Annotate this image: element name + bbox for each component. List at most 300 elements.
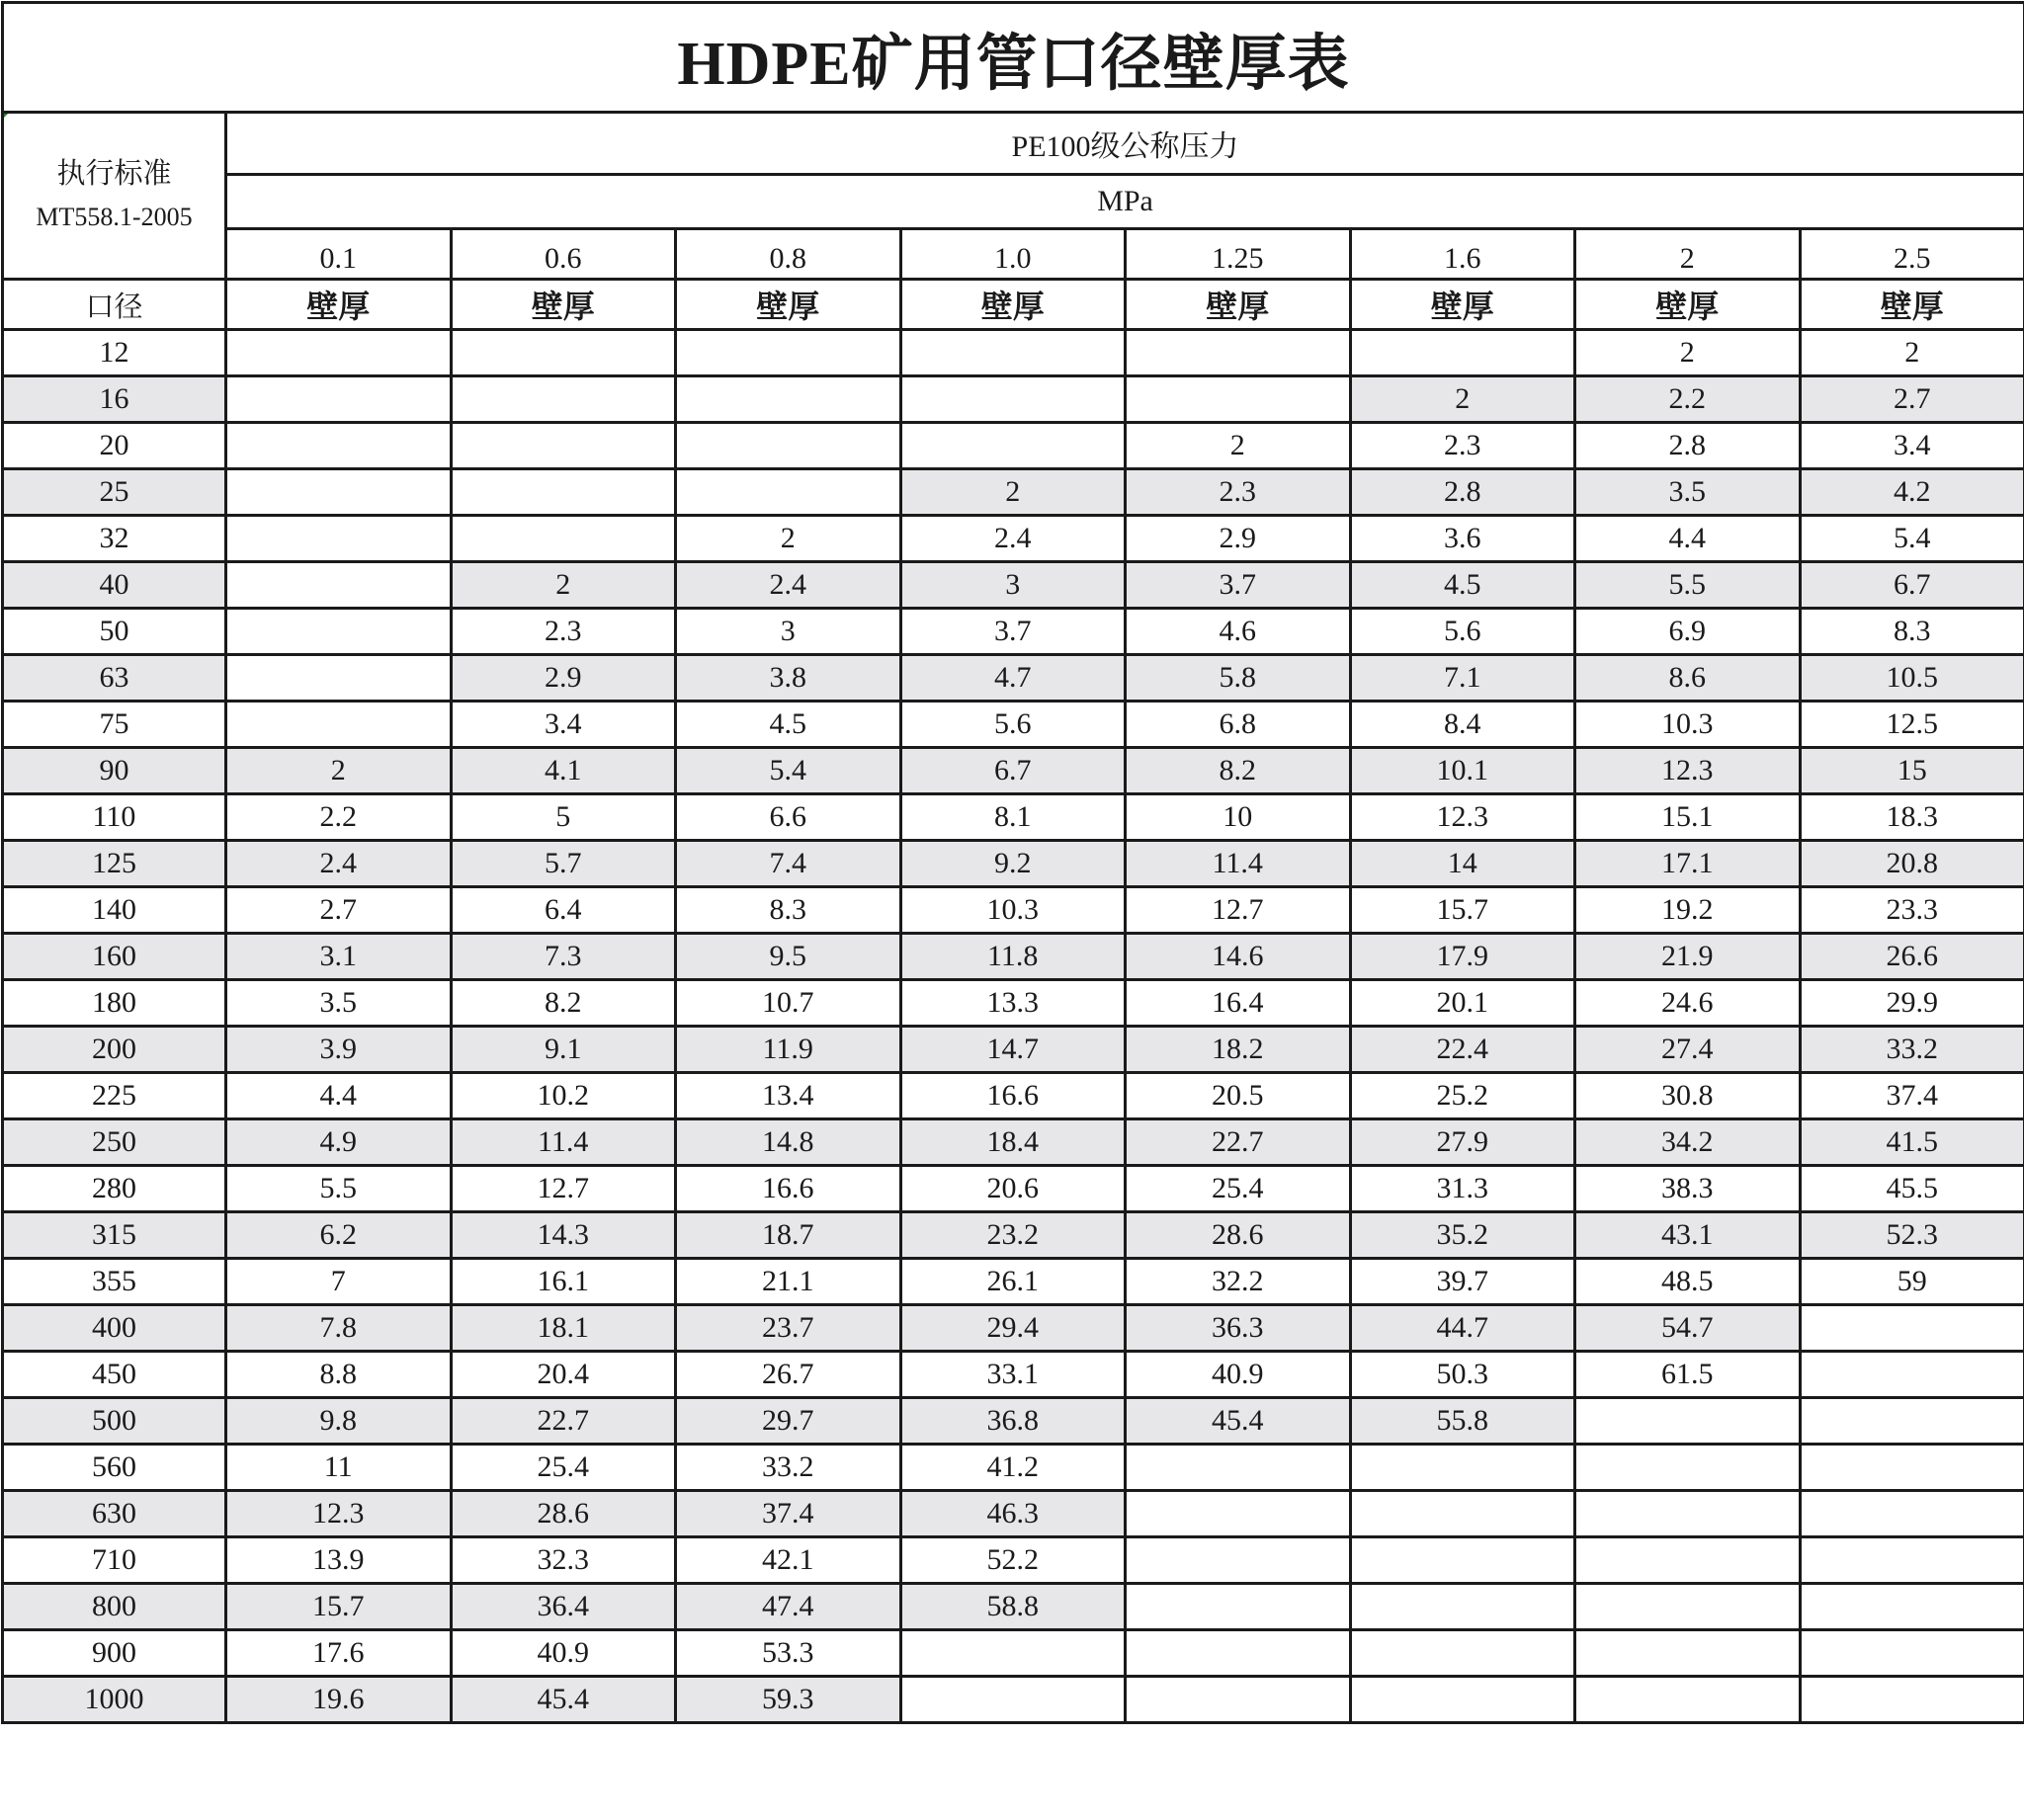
unit-row (3, 175, 2024, 229)
thickness-cell: 6.9 (1575, 609, 1801, 655)
thickness-cell: 11.8 (900, 934, 1126, 980)
diameter-cell: 250 (3, 1119, 226, 1166)
thickness-cell (226, 330, 452, 376)
thickness-cell: 5.6 (1350, 609, 1575, 655)
thickness-cell: 24.6 (1575, 980, 1801, 1027)
thickness-cell (226, 423, 452, 469)
thickness-cell: 40.9 (451, 1630, 676, 1677)
thickness-cell (1126, 1445, 1351, 1491)
thickness-cell (900, 1677, 1126, 1723)
thickness-cell: 22.7 (451, 1398, 676, 1445)
thickness-cell (226, 469, 452, 516)
thickness-cell (1126, 1584, 1351, 1630)
thickness-cell: 28.6 (1126, 1212, 1351, 1259)
thickness-cell: 21.1 (676, 1259, 901, 1305)
thickness-cell: 20.5 (1126, 1073, 1351, 1119)
thickness-cell: 46.3 (900, 1491, 1126, 1537)
thickness-cell: 41.2 (900, 1445, 1126, 1491)
thickness-cell: 2 (900, 469, 1126, 516)
diameter-cell: 800 (3, 1584, 226, 1630)
pressure-header-cell: 2.5 (1800, 229, 2024, 280)
thickness-cell: 2.3 (1350, 423, 1575, 469)
thickness-cell: 40.9 (1126, 1352, 1351, 1398)
diameter-cell: 75 (3, 702, 226, 748)
pressure-header-cell: 1.6 (1350, 229, 1575, 280)
thickness-cell (1350, 1445, 1575, 1491)
thickness-cell: 11.4 (1126, 841, 1351, 887)
thickness-cell: 6.8 (1126, 702, 1351, 748)
thickness-cell (1126, 1630, 1351, 1677)
thickness-cell: 4.7 (900, 655, 1126, 702)
thickness-cell: 14.7 (900, 1027, 1126, 1073)
diameter-cell: 400 (3, 1305, 226, 1352)
thickness-cell: 16.6 (676, 1166, 901, 1212)
thickness-cell: 16.6 (900, 1073, 1126, 1119)
thickness-cell: 33.2 (676, 1445, 901, 1491)
thickness-cell: 29.4 (900, 1305, 1126, 1352)
thickness-cell: 9.2 (900, 841, 1126, 887)
thickness-cell: 3 (676, 609, 901, 655)
thickness-cell (226, 655, 452, 702)
thickness-cell: 2.8 (1350, 469, 1575, 516)
thickness-cell: 3.9 (226, 1027, 452, 1073)
thickness-cell: 18.3 (1800, 794, 2024, 841)
thickness-cell (226, 516, 452, 562)
thickness-cell: 15.7 (1350, 887, 1575, 934)
thickness-cell: 28.6 (451, 1491, 676, 1537)
thickness-cell (900, 423, 1126, 469)
thickness-cell: 18.4 (900, 1119, 1126, 1166)
pressure-class-header: PE100级公称压力 (226, 113, 2024, 175)
thickness-cell: 2.4 (900, 516, 1126, 562)
thickness-cell: 2.4 (226, 841, 452, 887)
thickness-cell: 27.4 (1575, 1027, 1801, 1073)
thickness-cell: 27.9 (1350, 1119, 1575, 1166)
wall-thickness-header: 壁厚 (1800, 280, 2024, 330)
thickness-cell (1800, 1677, 2024, 1723)
thickness-cell: 43.1 (1575, 1212, 1801, 1259)
thickness-cell: 47.4 (676, 1584, 901, 1630)
thickness-cell: 52.3 (1800, 1212, 2024, 1259)
thickness-cell: 36.3 (1126, 1305, 1351, 1352)
thickness-cell: 50.3 (1350, 1352, 1575, 1398)
thickness-cell: 6.7 (900, 748, 1126, 794)
diameter-cell: 16 (3, 376, 226, 423)
diameter-cell: 200 (3, 1027, 226, 1073)
thickness-cell: 5.4 (676, 748, 901, 794)
thickness-cell (451, 423, 676, 469)
thickness-cell: 8.3 (1800, 609, 2024, 655)
diameter-cell: 500 (3, 1398, 226, 1445)
thickness-cell: 15 (1800, 748, 2024, 794)
pressure-header-cell: 0.8 (676, 229, 901, 280)
thickness-cell: 36.4 (451, 1584, 676, 1630)
thickness-cell: 29.9 (1800, 980, 2024, 1027)
thickness-cell (1575, 1584, 1801, 1630)
thickness-cell (1126, 330, 1351, 376)
thickness-cell: 10.2 (451, 1073, 676, 1119)
thickness-cell: 48.5 (1575, 1259, 1801, 1305)
thickness-cell (226, 562, 452, 609)
pressure-unit: MPa (226, 175, 2024, 229)
thickness-cell: 3.6 (1350, 516, 1575, 562)
thickness-cell (900, 1630, 1126, 1677)
thickness-cell: 2.9 (451, 655, 676, 702)
thickness-cell: 17.6 (226, 1630, 452, 1677)
thickness-cell: 8.6 (1575, 655, 1801, 702)
table-row (3, 1491, 2024, 1537)
thickness-cell: 8.2 (1126, 748, 1351, 794)
thickness-cell: 54.7 (1575, 1305, 1801, 1352)
thickness-cell: 16.4 (1126, 980, 1351, 1027)
table-row (3, 887, 2024, 934)
pressure-values-row (3, 229, 2024, 280)
diameter-cell: 225 (3, 1073, 226, 1119)
thickness-cell: 2.2 (226, 794, 452, 841)
thickness-cell: 53.3 (676, 1630, 901, 1677)
column-label-row (3, 280, 2024, 330)
thickness-cell: 17.1 (1575, 841, 1801, 887)
diameter-cell: 63 (3, 655, 226, 702)
thickness-cell: 11 (226, 1445, 452, 1491)
thickness-cell: 12.3 (1350, 794, 1575, 841)
diameter-cell: 900 (3, 1630, 226, 1677)
thickness-cell: 2 (1575, 330, 1801, 376)
table-row (3, 1398, 2024, 1445)
thickness-cell: 4.4 (226, 1073, 452, 1119)
thickness-cell (451, 376, 676, 423)
thickness-cell: 37.4 (676, 1491, 901, 1537)
thickness-cell: 3.1 (226, 934, 452, 980)
thickness-cell (451, 330, 676, 376)
thickness-cell: 5.4 (1800, 516, 2024, 562)
thickness-cell: 8.8 (226, 1352, 452, 1398)
thickness-cell: 14.3 (451, 1212, 676, 1259)
thickness-cell: 4.1 (451, 748, 676, 794)
thickness-cell: 9.1 (451, 1027, 676, 1073)
thickness-cell: 10.3 (900, 887, 1126, 934)
thickness-cell: 25.4 (1126, 1166, 1351, 1212)
thickness-cell: 59.3 (676, 1677, 901, 1723)
thickness-cell: 9.5 (676, 934, 901, 980)
thickness-cell (900, 376, 1126, 423)
thickness-cell: 7.8 (226, 1305, 452, 1352)
thickness-cell: 22.4 (1350, 1027, 1575, 1073)
thickness-cell: 2 (1800, 330, 2024, 376)
thickness-cell: 23.3 (1800, 887, 2024, 934)
thickness-cell (1575, 1630, 1801, 1677)
thickness-cell: 10.7 (676, 980, 901, 1027)
thickness-cell: 4.9 (226, 1119, 452, 1166)
wall-thickness-header: 壁厚 (676, 280, 901, 330)
thickness-cell (1126, 1537, 1351, 1584)
thickness-cell (1800, 1352, 2024, 1398)
thickness-cell: 9.8 (226, 1398, 452, 1445)
thickness-cell: 6.6 (676, 794, 901, 841)
thickness-cell: 15.7 (226, 1584, 452, 1630)
thickness-cell: 3.8 (676, 655, 901, 702)
thickness-cell: 12.7 (451, 1166, 676, 1212)
thickness-cell: 4.6 (1126, 609, 1351, 655)
thickness-cell: 6.2 (226, 1212, 452, 1259)
pressure-header-cell: 0.6 (451, 229, 676, 280)
thickness-cell: 38.3 (1575, 1166, 1801, 1212)
diameter-cell: 180 (3, 980, 226, 1027)
thickness-cell (1350, 1584, 1575, 1630)
thickness-cell: 42.1 (676, 1537, 901, 1584)
thickness-cell: 13.4 (676, 1073, 901, 1119)
thickness-cell: 11.9 (676, 1027, 901, 1073)
table-row (3, 1537, 2024, 1584)
table-row (3, 841, 2024, 887)
thickness-cell (1800, 1445, 2024, 1491)
wall-thickness-header: 壁厚 (1126, 280, 1351, 330)
thickness-cell: 2.2 (1575, 376, 1801, 423)
table-row (3, 934, 2024, 980)
thickness-cell (1575, 1491, 1801, 1537)
table-row (3, 562, 2024, 609)
thickness-cell: 34.2 (1575, 1119, 1801, 1166)
thickness-cell: 20.8 (1800, 841, 2024, 887)
table-row (3, 609, 2024, 655)
thickness-cell: 12.3 (1575, 748, 1801, 794)
diameter-cell: 280 (3, 1166, 226, 1212)
wall-thickness-header: 壁厚 (451, 280, 676, 330)
thickness-cell: 3.5 (226, 980, 452, 1027)
thickness-cell: 8.1 (900, 794, 1126, 841)
thickness-cell (1800, 1491, 2024, 1537)
diameter-cell: 90 (3, 748, 226, 794)
thickness-cell: 23.7 (676, 1305, 901, 1352)
thickness-cell: 7.4 (676, 841, 901, 887)
thickness-cell (1126, 1677, 1351, 1723)
thickness-cell: 59 (1800, 1259, 2024, 1305)
thickness-cell (1350, 330, 1575, 376)
thickness-cell: 35.2 (1350, 1212, 1575, 1259)
thickness-cell: 10.3 (1575, 702, 1801, 748)
thickness-cell: 12.5 (1800, 702, 2024, 748)
diameter-cell: 140 (3, 887, 226, 934)
thickness-cell: 33.2 (1800, 1027, 2024, 1073)
thickness-cell (1350, 1537, 1575, 1584)
diameter-cell: 450 (3, 1352, 226, 1398)
thickness-cell: 58.8 (900, 1584, 1126, 1630)
thickness-cell (1800, 1398, 2024, 1445)
thickness-cell: 2.8 (1575, 423, 1801, 469)
diameter-cell: 12 (3, 330, 226, 376)
thickness-cell: 2.3 (451, 609, 676, 655)
thickness-cell: 36.8 (900, 1398, 1126, 1445)
diameter-cell: 710 (3, 1537, 226, 1584)
table-title: HDPE矿用管口径壁厚表 (3, 3, 2024, 113)
thickness-cell: 26.6 (1800, 934, 2024, 980)
thickness-cell: 32.2 (1126, 1259, 1351, 1305)
thickness-cell: 3.7 (1126, 562, 1351, 609)
thickness-cell: 61.5 (1575, 1352, 1801, 1398)
thickness-cell: 8.4 (1350, 702, 1575, 748)
thickness-cell: 52.2 (900, 1537, 1126, 1584)
table-row (3, 655, 2024, 702)
table-row (3, 423, 2024, 469)
thickness-cell: 20.1 (1350, 980, 1575, 1027)
thickness-cell: 19.2 (1575, 887, 1801, 934)
table-row (3, 330, 2024, 376)
thickness-cell (676, 423, 901, 469)
table-row (3, 1305, 2024, 1352)
title-row (3, 3, 2024, 113)
thickness-cell (1575, 1445, 1801, 1491)
thickness-cell: 14.6 (1126, 934, 1351, 980)
thickness-cell: 8.3 (676, 887, 901, 934)
table-row (3, 1119, 2024, 1166)
thickness-cell: 2 (1126, 423, 1351, 469)
diameter-cell: 50 (3, 609, 226, 655)
table-row (3, 1027, 2024, 1073)
thickness-cell: 45.4 (1126, 1398, 1351, 1445)
diameter-cell: 40 (3, 562, 226, 609)
diameter-cell: 110 (3, 794, 226, 841)
thickness-cell: 14.8 (676, 1119, 901, 1166)
thickness-cell: 18.7 (676, 1212, 901, 1259)
thickness-cell: 20.4 (451, 1352, 676, 1398)
thickness-cell: 18.1 (451, 1305, 676, 1352)
thickness-cell: 5.7 (451, 841, 676, 887)
thickness-cell: 2 (1350, 376, 1575, 423)
table-row (3, 376, 2024, 423)
thickness-cell (1350, 1630, 1575, 1677)
thickness-cell: 13.9 (226, 1537, 452, 1584)
thickness-cell: 13.3 (900, 980, 1126, 1027)
wall-thickness-table (1, 1, 2024, 1724)
diameter-cell: 1000 (3, 1677, 226, 1723)
thickness-cell (1800, 1305, 2024, 1352)
thickness-cell: 7.3 (451, 934, 676, 980)
thickness-cell: 55.8 (1350, 1398, 1575, 1445)
wall-thickness-header: 壁厚 (1575, 280, 1801, 330)
thickness-cell: 23.2 (900, 1212, 1126, 1259)
thickness-cell: 2 (676, 516, 901, 562)
table-row (3, 1630, 2024, 1677)
thickness-cell: 3.5 (1575, 469, 1801, 516)
thickness-cell: 3.7 (900, 609, 1126, 655)
pressure-header-cell: 1.25 (1126, 229, 1351, 280)
table-row (3, 1166, 2024, 1212)
thickness-cell: 17.9 (1350, 934, 1575, 980)
thickness-cell: 44.7 (1350, 1305, 1575, 1352)
thickness-cell: 31.3 (1350, 1166, 1575, 1212)
thickness-cell (1350, 1491, 1575, 1537)
thickness-cell: 4.2 (1800, 469, 2024, 516)
thickness-cell: 10.5 (1800, 655, 2024, 702)
thickness-cell: 29.7 (676, 1398, 901, 1445)
thickness-cell: 4.4 (1575, 516, 1801, 562)
thickness-cell: 2.7 (1800, 376, 2024, 423)
table-row (3, 469, 2024, 516)
thickness-cell: 2.7 (226, 887, 452, 934)
thickness-cell: 12.7 (1126, 887, 1351, 934)
thickness-cell (226, 609, 452, 655)
wall-thickness-header: 壁厚 (900, 280, 1126, 330)
thickness-cell (1575, 1537, 1801, 1584)
wall-thickness-header: 壁厚 (1350, 280, 1575, 330)
table-row (3, 1445, 2024, 1491)
thickness-cell: 2 (226, 748, 452, 794)
thickness-cell: 32.3 (451, 1537, 676, 1584)
thickness-cell (226, 702, 452, 748)
table-row (3, 1073, 2024, 1119)
wall-thickness-header: 壁厚 (226, 280, 452, 330)
table-row (3, 794, 2024, 841)
table-row (3, 1677, 2024, 1723)
diameter-cell: 160 (3, 934, 226, 980)
thickness-cell: 2.4 (676, 562, 901, 609)
thickness-cell: 6.4 (451, 887, 676, 934)
thickness-cell: 7 (226, 1259, 452, 1305)
thickness-cell (1126, 376, 1351, 423)
thickness-cell (676, 330, 901, 376)
thickness-cell (1350, 1677, 1575, 1723)
thickness-cell (1126, 1491, 1351, 1537)
thickness-cell: 21.9 (1575, 934, 1801, 980)
thickness-cell (451, 469, 676, 516)
diameter-cell: 20 (3, 423, 226, 469)
thickness-cell: 25.4 (451, 1445, 676, 1491)
thickness-cell: 2 (451, 562, 676, 609)
thickness-cell (900, 330, 1126, 376)
thickness-cell: 16.1 (451, 1259, 676, 1305)
diameter-cell: 25 (3, 469, 226, 516)
thickness-cell: 26.1 (900, 1259, 1126, 1305)
thickness-cell: 45.5 (1800, 1166, 2024, 1212)
table-row (3, 1584, 2024, 1630)
thickness-cell: 39.7 (1350, 1259, 1575, 1305)
thickness-cell: 26.7 (676, 1352, 901, 1398)
diameter-cell: 560 (3, 1445, 226, 1491)
thickness-cell (1800, 1630, 2024, 1677)
thickness-cell: 4.5 (676, 702, 901, 748)
thickness-cell: 14 (1350, 841, 1575, 887)
standard-cell (3, 113, 226, 280)
thickness-cell: 33.1 (900, 1352, 1126, 1398)
thickness-cell: 7.1 (1350, 655, 1575, 702)
pressure-header-cell: 2 (1575, 229, 1801, 280)
thickness-cell: 6.7 (1800, 562, 2024, 609)
diameter-cell: 32 (3, 516, 226, 562)
thickness-cell: 11.4 (451, 1119, 676, 1166)
thickness-cell: 45.4 (451, 1677, 676, 1723)
thickness-cell: 4.5 (1350, 562, 1575, 609)
thickness-cell: 5.5 (226, 1166, 452, 1212)
thickness-cell: 3.4 (1800, 423, 2024, 469)
diameter-cell: 125 (3, 841, 226, 887)
thickness-cell: 5.6 (900, 702, 1126, 748)
thickness-cell: 5 (451, 794, 676, 841)
thickness-cell (451, 516, 676, 562)
standard-code: MT558.1-2005 (36, 203, 193, 231)
thickness-cell: 8.2 (451, 980, 676, 1027)
thickness-cell (1575, 1398, 1801, 1445)
thickness-cell (1575, 1677, 1801, 1723)
thickness-cell (1800, 1584, 2024, 1630)
thickness-cell: 12.3 (226, 1491, 452, 1537)
pressure-header-row (3, 113, 2024, 175)
thickness-cell (676, 376, 901, 423)
table-row (3, 702, 2024, 748)
diameter-cell: 315 (3, 1212, 226, 1259)
diameter-header: 口径 (3, 280, 226, 330)
table-row (3, 1259, 2024, 1305)
pressure-header-cell: 1.0 (900, 229, 1126, 280)
